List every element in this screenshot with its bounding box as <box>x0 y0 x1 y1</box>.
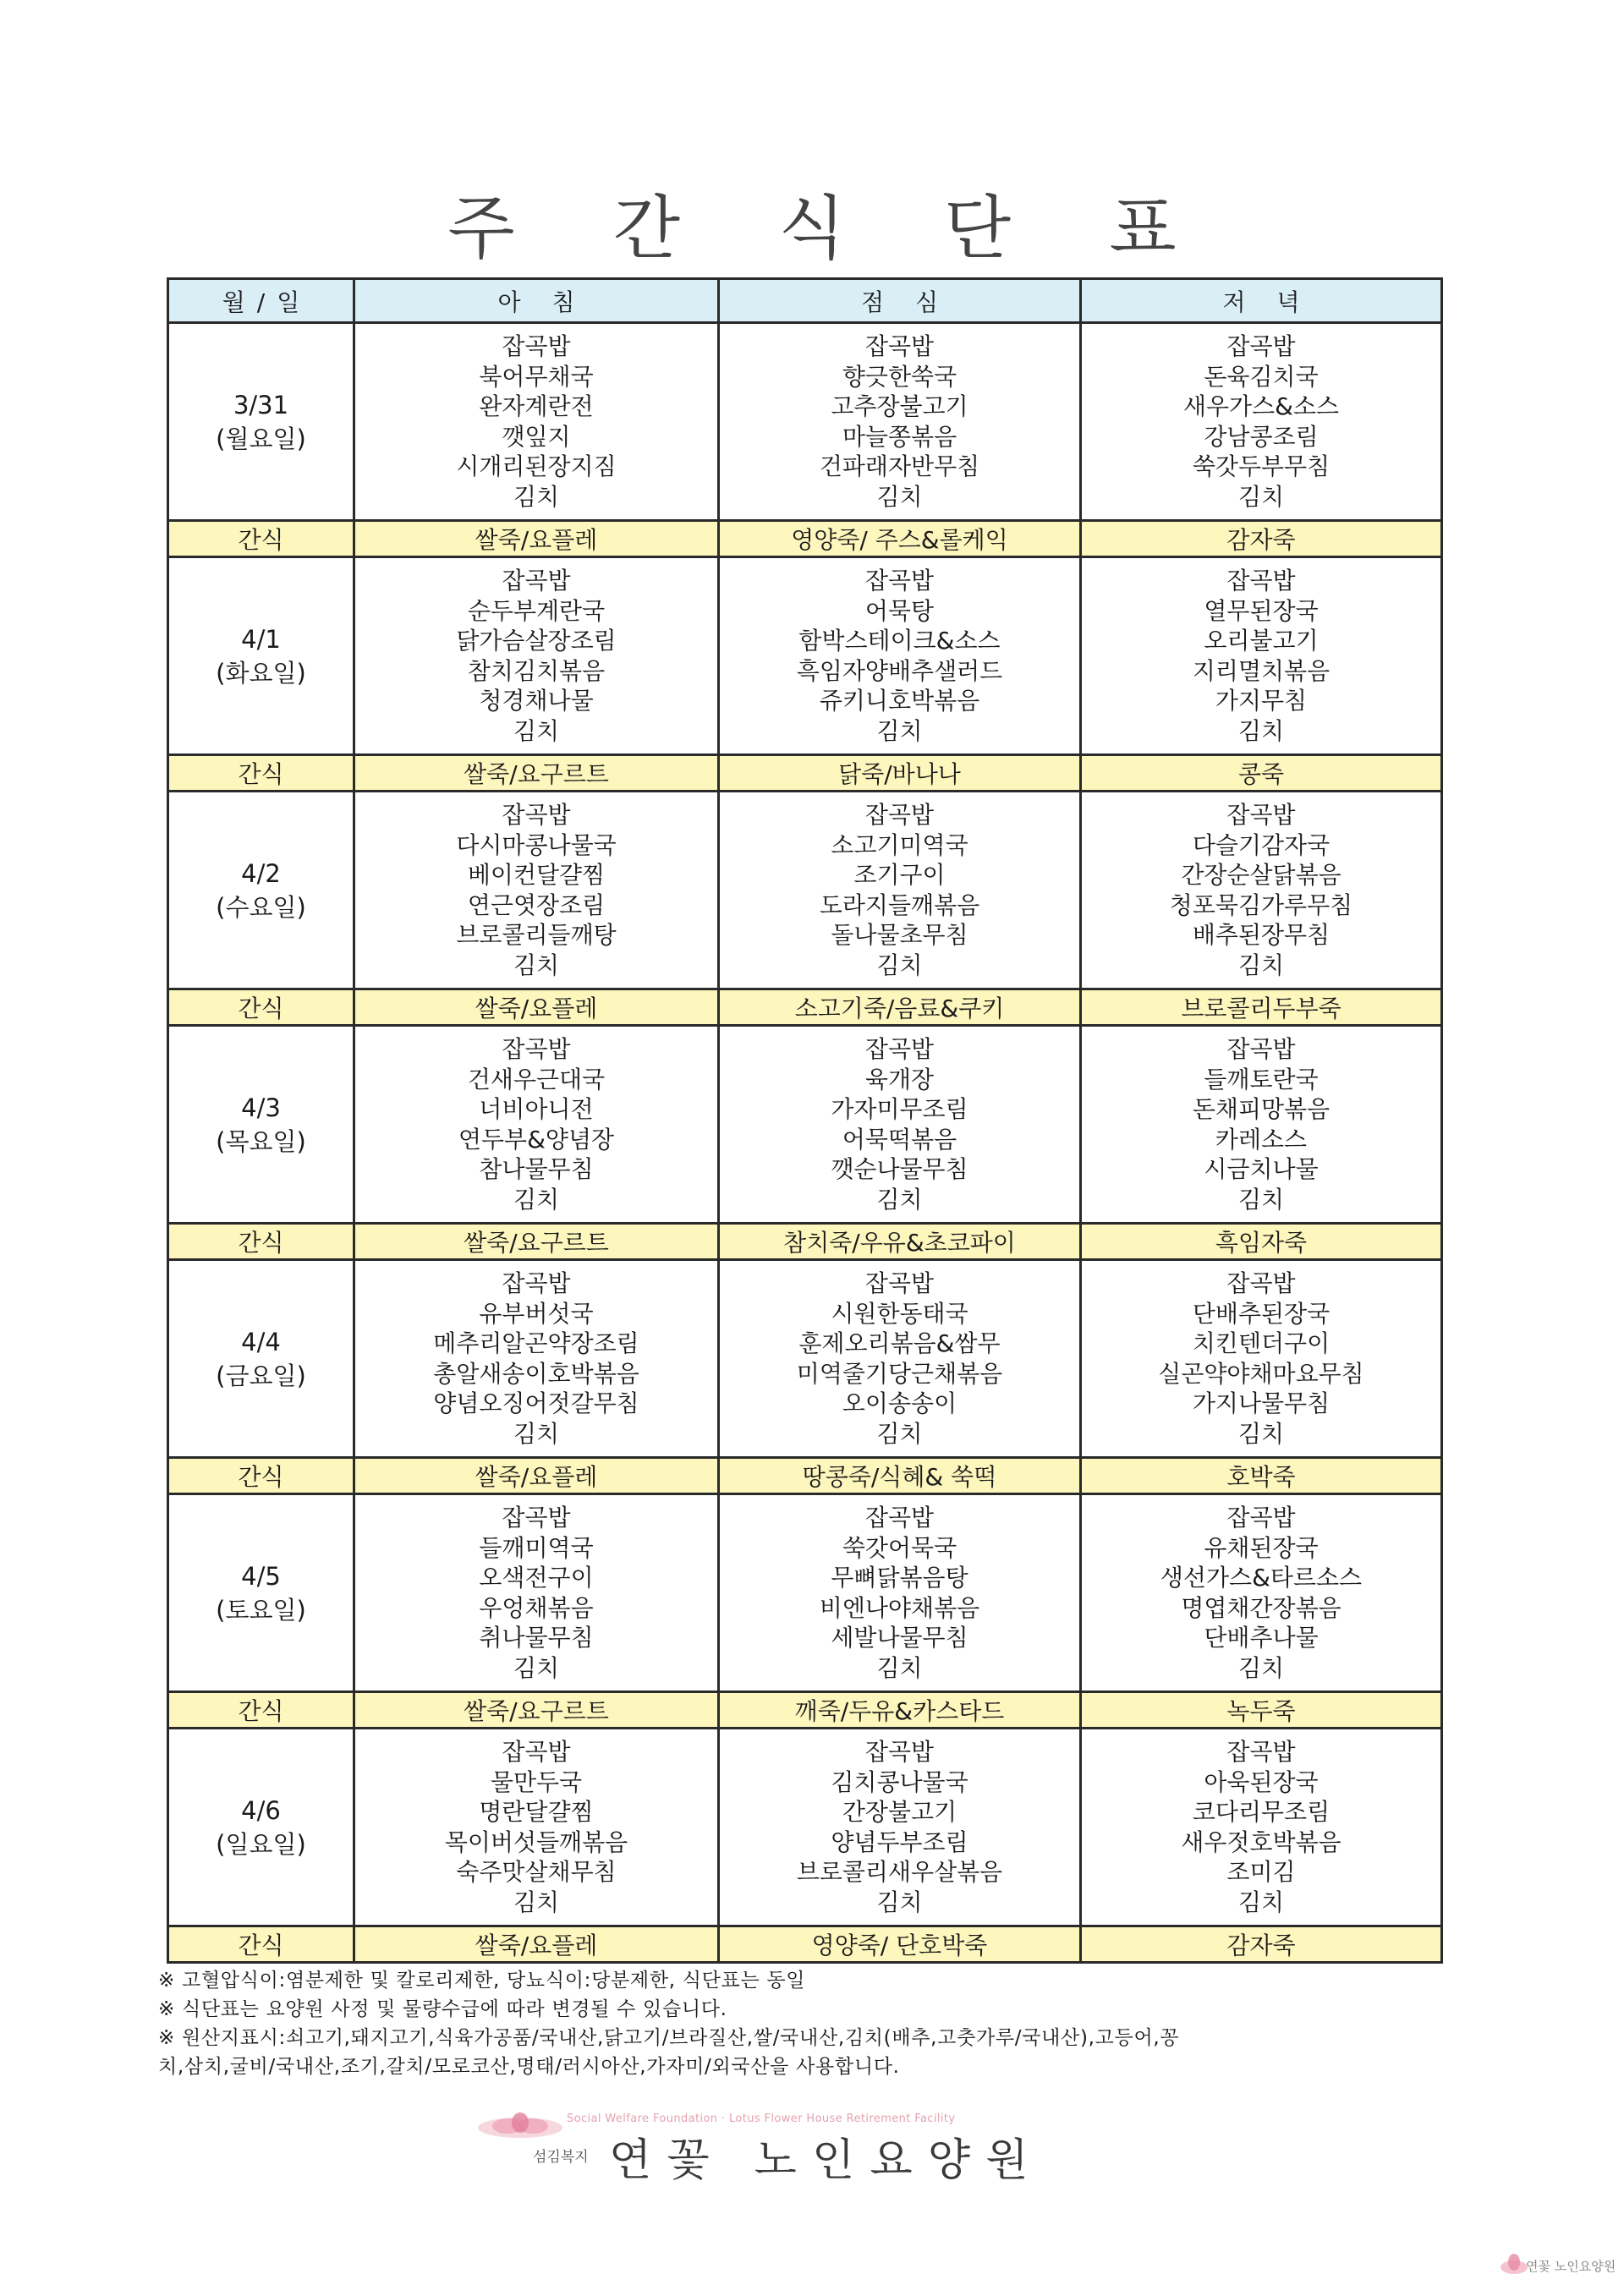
dish-item: 청경채나물 <box>479 687 594 715</box>
notes <box>158 1966 1452 2081</box>
dish-item: 메추리알곤약장조림 <box>433 1329 639 1357</box>
dish-item: 유채된장국 <box>1204 1533 1319 1562</box>
day-weekday: (일요일) <box>216 1829 306 1859</box>
note-line: ※ 식단표는 요양원 사정 및 물량수급에 따라 변경될 수 있습니다. <box>158 1998 727 2020</box>
dish-item: 육개장 <box>864 1065 935 1093</box>
org-english-name: Social Welfare Foundation · Lotus Flower House Retirement Facility <box>567 2112 956 2125</box>
dish-item: 훈제오리볶음&쌈무 <box>798 1329 1001 1357</box>
dish-item: 어묵떡볶음 <box>842 1125 957 1153</box>
day-weekday: (월요일) <box>216 424 306 453</box>
dish-item: 오리불고기 <box>1204 627 1319 655</box>
snack-row <box>168 989 1442 1026</box>
dish-item: 김치 <box>513 1419 560 1448</box>
dish-item: 건파래자반무침 <box>819 452 980 480</box>
dish-item: 총알새송이호박볶음 <box>433 1359 639 1388</box>
dish-item: 너비아니전 <box>479 1095 594 1123</box>
dish-item: 양념두부조림 <box>831 1827 968 1856</box>
dish-item: 치킨텐더구이 <box>1192 1329 1330 1357</box>
day-row <box>168 1026 1442 1224</box>
dish-item: 소고기미역국 <box>831 830 968 859</box>
snack-item: 흑임자죽 <box>1081 1224 1442 1260</box>
dish-item: 어묵탕 <box>864 596 935 625</box>
dish-item: 김치 <box>876 951 923 979</box>
day-cell <box>168 792 354 989</box>
dish-item: 실곤약야채마요무침 <box>1158 1359 1364 1388</box>
day-cell <box>168 323 354 521</box>
dish-item: 북어무채국 <box>479 362 594 391</box>
dish-item: 깻잎지 <box>502 422 571 451</box>
dish-item: 카레소스 <box>1215 1125 1308 1153</box>
day-weekday: (수요일) <box>216 892 306 922</box>
dish-item: 시원한동태국 <box>831 1299 968 1328</box>
day-date: 4/2 <box>241 858 281 888</box>
dish-item: 잡곡밥 <box>864 1035 935 1063</box>
lunch-cell <box>719 792 1081 989</box>
dish-item: 잡곡밥 <box>1226 1035 1296 1063</box>
dish-item: 미역줄기당근채볶음 <box>796 1359 1003 1388</box>
dish-item: 김치 <box>513 482 560 511</box>
note-line: ※ 원산지표시:쇠고기,돼지고기,식육가공품/국내산,닭고기/브라질산,쌀/국내산,김치(배추,고춧가루/국내산),고등어,꽁 <box>158 2027 1180 2049</box>
dinner-cell <box>1081 1026 1442 1224</box>
dish-item: 브로콜리새우살볶음 <box>796 1858 1003 1886</box>
dish-item: 참나물무침 <box>479 1155 594 1183</box>
header-breakfast: 아 침 <box>354 279 719 323</box>
day-row <box>168 323 1442 521</box>
dish-item: 배추된장무침 <box>1192 921 1330 949</box>
snack-label: 간식 <box>168 1926 354 1963</box>
snack-item: 쌀죽/요구르트 <box>354 1692 719 1729</box>
day-date: 4/4 <box>241 1327 281 1356</box>
snack-row <box>168 1926 1442 1963</box>
dish-item: 잡곡밥 <box>502 1504 571 1532</box>
dish-item: 가지무침 <box>1215 687 1308 715</box>
snack-item: 깨죽/두유&카스타드 <box>719 1692 1081 1729</box>
dish-item: 잡곡밥 <box>864 1738 935 1766</box>
dish-item: 김치 <box>1237 716 1285 745</box>
header-lunch: 점 심 <box>719 279 1081 323</box>
dish-item: 잡곡밥 <box>864 332 935 360</box>
snack-item: 녹두죽 <box>1081 1692 1442 1729</box>
dish-item: 함박스테이크&소스 <box>798 627 1001 655</box>
breakfast-cell <box>354 792 719 989</box>
lunch-cell <box>719 1729 1081 1926</box>
dish-item: 무뼈닭볶음탕 <box>831 1564 968 1592</box>
snack-label: 간식 <box>168 989 354 1026</box>
breakfast-cell <box>354 1260 719 1458</box>
snack-item: 닭죽/바나나 <box>719 755 1081 792</box>
dish-item: 깻순나물무침 <box>831 1155 968 1183</box>
dish-item: 잡곡밥 <box>864 1269 935 1297</box>
dish-item: 쥬키니호박볶음 <box>819 687 980 715</box>
dish-item: 명엽채간장볶음 <box>1181 1593 1341 1622</box>
day-cell <box>168 557 354 755</box>
day-weekday: (토요일) <box>216 1595 306 1625</box>
dish-item: 쑥갓두부무침 <box>1192 452 1330 480</box>
dinner-cell <box>1081 792 1442 989</box>
weekly-menu-table <box>167 277 1443 1964</box>
lunch-cell <box>719 323 1081 521</box>
dish-item: 다슬기감자국 <box>1192 830 1330 859</box>
dish-item: 코다리무조림 <box>1192 1798 1330 1826</box>
breakfast-cell <box>354 1494 719 1692</box>
dish-item: 마늘쫑볶음 <box>842 422 957 451</box>
dish-item: 잡곡밥 <box>864 801 935 829</box>
corner-stamp <box>1497 2245 1620 2288</box>
dish-item: 김치 <box>1237 951 1285 979</box>
header-dinner: 저 녁 <box>1081 279 1442 323</box>
dish-item: 목이버섯들깨볶음 <box>444 1827 628 1856</box>
dish-item: 명란달걀찜 <box>479 1798 594 1826</box>
dish-item: 오이송송이 <box>842 1389 957 1417</box>
dish-item: 김치 <box>876 716 923 745</box>
dish-item: 아욱된장국 <box>1204 1767 1319 1796</box>
dish-item: 김치 <box>876 1888 923 1916</box>
footer-logo <box>474 2107 1150 2184</box>
dish-item: 돈육김치국 <box>1204 362 1319 391</box>
dish-item: 김치 <box>1237 482 1285 511</box>
dish-item: 김치 <box>513 1185 560 1214</box>
lunch-cell <box>719 1026 1081 1224</box>
dish-item: 오색전구이 <box>479 1564 594 1592</box>
dish-item: 김치 <box>876 482 923 511</box>
menu-body <box>168 323 1442 1963</box>
day-cell <box>168 1729 354 1926</box>
snack-label: 간식 <box>168 1224 354 1260</box>
dish-item: 취나물무침 <box>479 1624 594 1652</box>
breakfast-cell <box>354 323 719 521</box>
dish-item: 잡곡밥 <box>502 567 571 595</box>
dish-item: 순두부계란국 <box>467 596 606 625</box>
dish-item: 유부버섯국 <box>479 1299 594 1328</box>
dish-item: 흑임자양배추샐러드 <box>796 656 1003 685</box>
dish-item: 세발나물무침 <box>831 1624 968 1652</box>
dish-item: 잡곡밥 <box>502 1269 571 1297</box>
dish-item: 김치 <box>876 1419 923 1448</box>
snack-row <box>168 1224 1442 1260</box>
snack-item: 브로콜리두부죽 <box>1081 989 1442 1026</box>
snack-row <box>168 1692 1442 1729</box>
org-small-label: 섬김복지 <box>533 2149 589 2166</box>
dish-item: 도라지들깨볶음 <box>819 890 980 919</box>
dish-item: 시금치나물 <box>1204 1155 1319 1183</box>
dish-item: 참치김치볶음 <box>467 656 606 685</box>
dish-item: 다시마콩나물국 <box>456 830 617 859</box>
snack-item: 쌀죽/요플레 <box>354 521 719 557</box>
snack-row <box>168 1458 1442 1494</box>
day-weekday: (금요일) <box>216 1361 306 1390</box>
dish-item: 완자계란전 <box>479 392 594 420</box>
org-name: 연꽃 노인요양원 <box>609 2135 1044 2186</box>
dinner-cell <box>1081 1729 1442 1926</box>
dish-item: 쑥갓어묵국 <box>842 1533 957 1562</box>
day-cell <box>168 1260 354 1458</box>
day-weekday: (목요일) <box>216 1126 306 1156</box>
dish-item: 김치 <box>1237 1888 1285 1916</box>
dish-item: 잡곡밥 <box>502 1035 571 1063</box>
dish-item: 건새우근대국 <box>467 1065 606 1093</box>
dish-item: 조기구이 <box>853 861 946 889</box>
breakfast-cell <box>354 557 719 755</box>
dish-item: 잡곡밥 <box>1226 567 1296 595</box>
snack-item: 소고기죽/음료&쿠키 <box>719 989 1081 1026</box>
dinner-cell <box>1081 323 1442 521</box>
dish-item: 김치 <box>513 1888 560 1916</box>
dish-item: 김치 <box>1237 1653 1285 1682</box>
dish-item: 연두부&양념장 <box>458 1125 615 1153</box>
dish-item: 브로콜리들깨탕 <box>456 921 617 949</box>
snack-item: 쌀죽/요플레 <box>354 1926 719 1963</box>
snack-item: 호박죽 <box>1081 1458 1442 1494</box>
snack-item: 콩죽 <box>1081 755 1442 792</box>
snack-label: 간식 <box>168 521 354 557</box>
dish-item: 김치 <box>1237 1419 1285 1448</box>
dish-item: 가지나물무침 <box>1192 1389 1330 1417</box>
lunch-cell <box>719 1494 1081 1692</box>
dish-item: 새우가스&소스 <box>1182 392 1340 420</box>
dish-item: 시개리된장지짐 <box>456 452 617 480</box>
dish-item: 새우젓호박볶음 <box>1181 1827 1341 1856</box>
dish-item: 잡곡밥 <box>864 567 935 595</box>
day-cell <box>168 1494 354 1692</box>
snack-item: 감자죽 <box>1081 1926 1442 1963</box>
dish-item: 들깨토란국 <box>1204 1065 1319 1093</box>
dish-item: 잡곡밥 <box>1226 1269 1296 1297</box>
dish-item: 양념오징어젓갈무침 <box>433 1389 639 1417</box>
lunch-cell <box>719 557 1081 755</box>
dish-item: 닭가슴살장조림 <box>456 627 617 655</box>
dish-item: 간장불고기 <box>842 1798 957 1826</box>
dish-item: 잡곡밥 <box>1226 1504 1296 1532</box>
snack-label: 간식 <box>168 1692 354 1729</box>
dish-item: 베이컨달걀찜 <box>467 861 606 889</box>
day-date: 4/1 <box>241 624 281 654</box>
breakfast-cell <box>354 1729 719 1926</box>
dish-item: 잡곡밥 <box>1226 801 1296 829</box>
day-date: 4/5 <box>241 1561 281 1591</box>
day-date: 3/31 <box>233 390 289 419</box>
dish-item: 가자미무조림 <box>831 1095 968 1123</box>
snack-item: 땅콩죽/식혜& 쑥떡 <box>719 1458 1081 1494</box>
dish-item: 김치 <box>876 1185 923 1214</box>
dish-item: 들깨미역국 <box>479 1533 594 1562</box>
snack-item: 쌀죽/요플레 <box>354 1458 719 1494</box>
note-line: 치,삼치,굴비/국내산,조기,갈치/모로코산,명태/러시아산,가자미/외국산을 사용합니다. <box>158 2056 900 2078</box>
dish-item: 물만두국 <box>490 1767 583 1796</box>
note-line: ※ 고혈압식이:염분제한 및 칼로리제한, 당뇨식이:당분제한, 식단표는 동일 <box>158 1970 806 1992</box>
dinner-cell <box>1081 1494 1442 1692</box>
dish-item: 생선가스&타르소스 <box>1160 1564 1363 1592</box>
page-title: 주 간 식 단 표 <box>447 189 1215 269</box>
lotus-flower-icon <box>474 2109 567 2143</box>
snack-item: 참치죽/우유&초코파이 <box>719 1224 1081 1260</box>
day-row <box>168 1729 1442 1926</box>
day-date: 4/3 <box>241 1093 281 1122</box>
dish-item: 잡곡밥 <box>1226 1738 1296 1766</box>
snack-row <box>168 755 1442 792</box>
dish-item: 지리멸치볶음 <box>1192 656 1330 685</box>
dish-item: 김치콩나물국 <box>831 1767 968 1796</box>
dish-item: 향긋한쑥국 <box>842 362 957 391</box>
dish-item: 김치 <box>513 951 560 979</box>
dish-item: 단배추된장국 <box>1192 1299 1330 1328</box>
dish-item: 연근엿장조림 <box>467 890 606 919</box>
dish-item: 돌나물초무침 <box>831 921 968 949</box>
header-date: 월/일 <box>168 279 354 323</box>
dish-item: 잡곡밥 <box>1226 332 1296 360</box>
day-cell <box>168 1026 354 1224</box>
dish-item: 단배추나물 <box>1204 1624 1319 1652</box>
dish-item: 강남콩조림 <box>1204 422 1319 451</box>
snack-item: 영양죽/ 주스&롤케익 <box>719 521 1081 557</box>
day-row <box>168 1260 1442 1458</box>
snack-item: 쌀죽/요플레 <box>354 989 719 1026</box>
dish-item: 김치 <box>513 1653 560 1682</box>
dinner-cell <box>1081 557 1442 755</box>
table-header-row <box>168 279 1442 323</box>
dish-item: 비엔나야채볶음 <box>819 1593 980 1622</box>
dish-item: 김치 <box>876 1653 923 1682</box>
snack-label: 간식 <box>168 1458 354 1494</box>
dish-item: 잡곡밥 <box>864 1504 935 1532</box>
day-row <box>168 792 1442 989</box>
day-row <box>168 1494 1442 1692</box>
dish-item: 돈채피망볶음 <box>1192 1095 1330 1123</box>
snack-row <box>168 521 1442 557</box>
day-weekday: (화요일) <box>216 658 306 688</box>
snack-item: 영양죽/ 단호박죽 <box>719 1926 1081 1963</box>
snack-item: 쌀죽/요구르트 <box>354 755 719 792</box>
snack-item: 쌀죽/요구르트 <box>354 1224 719 1260</box>
breakfast-cell <box>354 1026 719 1224</box>
dish-item: 잡곡밥 <box>502 1738 571 1766</box>
day-date: 4/6 <box>241 1795 281 1825</box>
dish-item: 고추장불고기 <box>831 392 968 420</box>
dish-item: 김치 <box>513 716 560 745</box>
dish-item: 조미김 <box>1226 1858 1296 1886</box>
dish-item: 열무된장국 <box>1204 596 1319 625</box>
snack-item: 감자죽 <box>1081 521 1442 557</box>
dish-item: 우엉채볶음 <box>479 1593 594 1622</box>
dish-item: 간장순살닭볶음 <box>1181 861 1341 889</box>
lunch-cell <box>719 1260 1081 1458</box>
dish-item: 잡곡밥 <box>502 332 571 360</box>
dish-item: 김치 <box>1237 1185 1285 1214</box>
day-row <box>168 557 1442 755</box>
dish-item: 숙주맛살채무침 <box>456 1858 617 1886</box>
dish-item: 잡곡밥 <box>502 801 571 829</box>
stamp-label: 연꽃 노인요양원 <box>1526 2259 1616 2274</box>
dinner-cell <box>1081 1260 1442 1458</box>
dish-item: 청포묵김가루무침 <box>1169 890 1353 919</box>
snack-label: 간식 <box>168 755 354 792</box>
